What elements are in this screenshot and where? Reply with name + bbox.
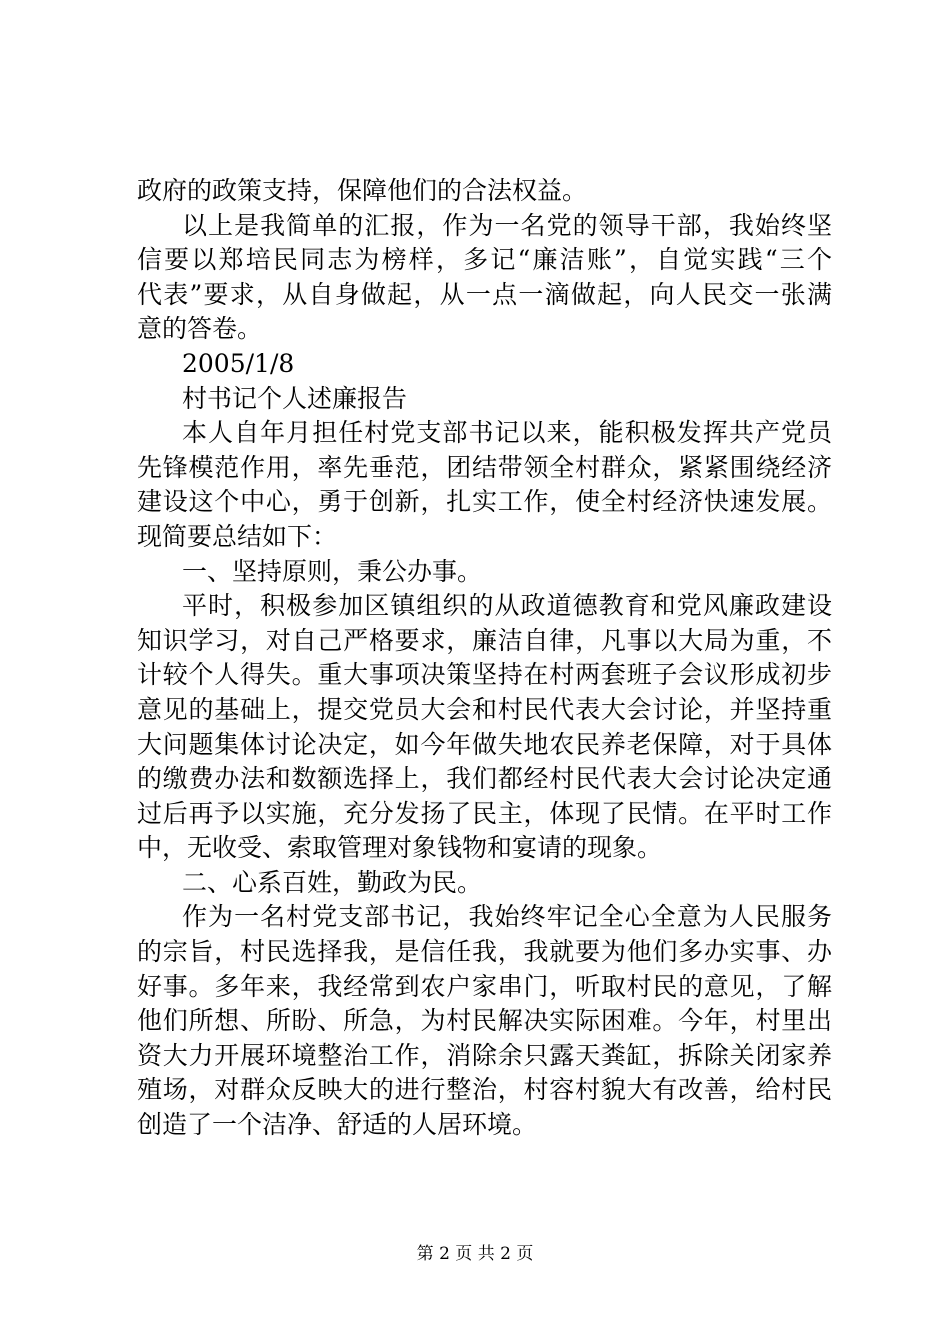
text-line: 创造了一个洁净、舒适的人居环境。 bbox=[137, 1110, 538, 1140]
page-number-footer: 第 2 页 共 2 页 bbox=[416, 1244, 534, 1264]
text-line: 现简要总结如下： bbox=[137, 521, 338, 551]
text-line: 作为一名村党支部书记，我始终牢记全心全意为人民服务 bbox=[182, 902, 832, 932]
text-line: 代表”要求，从自身做起，从一点一滴做起，向人民交一张满 bbox=[137, 279, 832, 309]
text-line: 以上是我简单的汇报，作为一名党的领导干部，我始终坚 bbox=[182, 210, 832, 240]
section-heading: 二、心系百姓，勤政为民。 bbox=[182, 867, 483, 897]
text-line: 平时，积极参加区镇组织的从政道德教育和党风廉政建设 bbox=[182, 591, 832, 621]
text-line: 本人自年月担任村党支部书记以来，能积极发挥共产党员 bbox=[182, 418, 832, 448]
section-heading: 一、坚持原则，秉公办事。 bbox=[182, 556, 483, 586]
text-line: 建设这个中心，勇于创新，扎实工作，使全村经济快速发展。 bbox=[137, 487, 832, 517]
text-line: 意见的基础上，提交党员大会和村民代表大会讨论，并坚持重 bbox=[137, 694, 832, 724]
text-line: 殖场，对群众反映大的进行整治，村容村貌大有改善，给村民 bbox=[137, 1075, 832, 1105]
text-line: 政府的政策支持，保障他们的合法权益。 bbox=[137, 176, 588, 205]
text-line: 好事。多年来，我经常到农户家串门，听取村民的意见，了解 bbox=[137, 971, 832, 1001]
document-body bbox=[137, 174, 832, 1143]
text-line: 资大力开展环境整治工作，消除余只露天粪缸，拆除关闭家养 bbox=[137, 1040, 832, 1070]
text-line: 过后再予以实施，充分发扬了民主，体现了民情。在平时工作 bbox=[137, 798, 832, 828]
document-title: 村书记个人述廉报告 bbox=[182, 383, 408, 413]
text-line: 信要以郑培民同志为榜样，多记“廉洁账”，自觉实践“三个 bbox=[137, 245, 832, 275]
text-line: 先锋模范作用，率先垂范，团结带领全村群众，紧紧围绕经济 bbox=[137, 452, 832, 482]
text-line: 意的答卷。 bbox=[137, 314, 263, 344]
text-line: 大问题集体讨论决定，如今年做失地农民养老保障，对于具体 bbox=[137, 729, 832, 759]
text-line: 中，无收受、索取管理对象钱物和宴请的现象。 bbox=[137, 833, 663, 863]
date-line: 2005/1/8 bbox=[182, 348, 295, 378]
text-line: 的宗旨，村民选择我，是信任我，我就要为他们多办实事、办 bbox=[137, 937, 832, 967]
text-line: 他们所想、所盼、所急，为村民解决实际困难。今年，村里出 bbox=[137, 1006, 832, 1036]
text-line: 的缴费办法和数额选择上，我们都经村民代表大会讨论决定通 bbox=[137, 764, 832, 794]
text-line: 知识学习，对自己严格要求，廉洁自律，凡事以大局为重，不 bbox=[137, 625, 832, 655]
text-line: 计较个人得失。重大事项决策坚持在村两套班子会议形成初步 bbox=[137, 660, 832, 690]
